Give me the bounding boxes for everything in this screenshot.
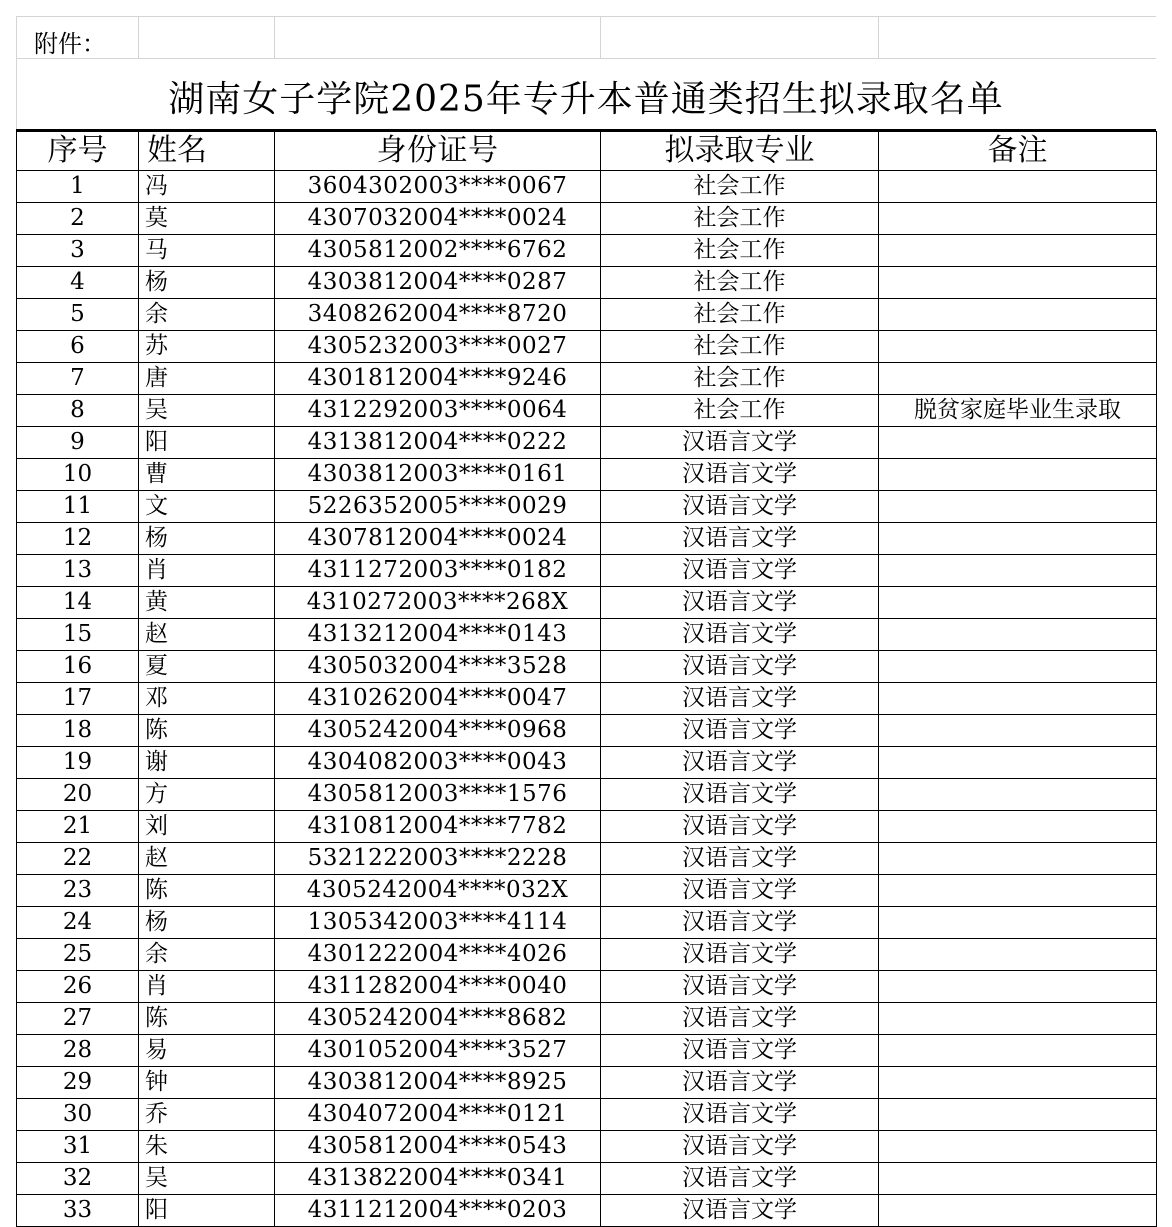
grid-cell	[138, 16, 275, 58]
student-name: 肖	[139, 971, 275, 1003]
table-row	[17, 203, 1157, 235]
row-number: 12	[17, 523, 139, 555]
row-number: 17	[17, 683, 139, 715]
grid-cell	[16, 16, 139, 58]
admitted-major: 汉语言文学	[601, 651, 879, 683]
admitted-major: 汉语言文学	[601, 1035, 879, 1067]
id-number: 4311282004****0040	[275, 971, 601, 1003]
student-name: 陈	[139, 1003, 275, 1035]
spreadsheet	[16, 16, 1156, 1227]
id-number: 4303812003****0161	[275, 459, 601, 491]
row-number: 29	[17, 1067, 139, 1099]
student-name: 乔	[139, 1099, 275, 1131]
admitted-major: 汉语言文学	[601, 811, 879, 843]
student-name: 曹	[139, 459, 275, 491]
table-row	[17, 811, 1157, 843]
name-redaction-mask	[185, 1131, 211, 1162]
admitted-major: 汉语言文学	[601, 1131, 879, 1163]
student-name: 余	[139, 939, 275, 971]
name-redaction-mask	[185, 203, 211, 234]
student-name: 邓	[139, 683, 275, 715]
admitted-major: 汉语言文学	[601, 459, 879, 491]
name-redaction-mask	[185, 715, 211, 746]
student-name: 冯	[139, 171, 275, 203]
id-number: 4301812004****9246	[275, 363, 601, 395]
admitted-major: 社会工作	[601, 235, 879, 267]
remark	[879, 875, 1157, 907]
attachment-label: 附件：	[34, 30, 106, 58]
remark	[879, 523, 1157, 555]
id-number: 4313812004****0222	[275, 427, 601, 459]
id-number: 4304072004****0121	[275, 1099, 601, 1131]
admitted-major: 汉语言文学	[601, 619, 879, 651]
row-number: 28	[17, 1035, 139, 1067]
id-number: 4307032004****0024	[275, 203, 601, 235]
remark	[879, 299, 1157, 331]
name-redaction-mask	[185, 171, 211, 202]
student-name: 文	[139, 491, 275, 523]
row-number: 14	[17, 587, 139, 619]
admitted-major: 汉语言文学	[601, 491, 879, 523]
id-number: 4301052004****3527	[275, 1035, 601, 1067]
remark	[879, 907, 1157, 939]
row-number: 3	[17, 235, 139, 267]
id-number: 4305812003****1576	[275, 779, 601, 811]
student-name: 钟	[139, 1067, 275, 1099]
admitted-major: 汉语言文学	[601, 907, 879, 939]
remark	[879, 811, 1157, 843]
table-row	[17, 523, 1157, 555]
name-redaction-mask	[185, 619, 211, 650]
admitted-major: 汉语言文学	[601, 747, 879, 779]
name-redaction-mask	[185, 1195, 211, 1226]
admitted-major: 汉语言文学	[601, 971, 879, 1003]
row-number: 10	[17, 459, 139, 491]
remark	[879, 651, 1157, 683]
name-redaction-mask	[185, 907, 211, 938]
id-number: 4313212004****0143	[275, 619, 601, 651]
row-number: 6	[17, 331, 139, 363]
student-name: 吴	[139, 395, 275, 427]
row-number: 9	[17, 427, 139, 459]
header-no: 序号	[17, 132, 139, 171]
id-number: 4305232003****0027	[275, 331, 601, 363]
table-row	[17, 1035, 1157, 1067]
row-number: 22	[17, 843, 139, 875]
name-redaction-mask	[185, 459, 211, 490]
table-row	[17, 619, 1157, 651]
grid-cell	[274, 16, 601, 58]
student-name: 陈	[139, 875, 275, 907]
student-name: 莫	[139, 203, 275, 235]
id-number: 4305032004****3528	[275, 651, 601, 683]
row-number: 15	[17, 619, 139, 651]
student-name: 余	[139, 299, 275, 331]
id-number: 4304082003****0043	[275, 747, 601, 779]
student-name: 方	[139, 779, 275, 811]
id-number: 4305242004****0968	[275, 715, 601, 747]
name-redaction-mask	[185, 971, 211, 1002]
name-redaction-mask	[185, 523, 211, 554]
admitted-major: 社会工作	[601, 267, 879, 299]
name-redaction-mask	[185, 1035, 211, 1066]
admitted-major: 汉语言文学	[601, 1099, 879, 1131]
table-body	[17, 171, 1157, 1227]
remark	[879, 715, 1157, 747]
student-name: 易	[139, 1035, 275, 1067]
table-row	[17, 683, 1157, 715]
row-number: 19	[17, 747, 139, 779]
name-redaction-mask	[185, 235, 211, 266]
id-number: 4313822004****0341	[275, 1163, 601, 1195]
table-row	[17, 1067, 1157, 1099]
remark	[879, 427, 1157, 459]
remark	[879, 587, 1157, 619]
remark	[879, 843, 1157, 875]
name-redaction-mask	[185, 1067, 211, 1098]
remark	[879, 1195, 1157, 1227]
table-row	[17, 715, 1157, 747]
row-number: 13	[17, 555, 139, 587]
admitted-major: 汉语言文学	[601, 1003, 879, 1035]
remark	[879, 555, 1157, 587]
id-number: 4310812004****7782	[275, 811, 601, 843]
student-name: 谢	[139, 747, 275, 779]
student-name: 朱	[139, 1131, 275, 1163]
admitted-major: 社会工作	[601, 363, 879, 395]
admission-table	[16, 131, 1157, 1227]
remark	[879, 203, 1157, 235]
row-number: 18	[17, 715, 139, 747]
header-row	[17, 132, 1157, 171]
id-number: 3408262004****8720	[275, 299, 601, 331]
table-row	[17, 1099, 1157, 1131]
name-redaction-mask	[185, 875, 211, 906]
remark	[879, 779, 1157, 811]
name-redaction-mask	[185, 491, 211, 522]
table-row	[17, 555, 1157, 587]
name-redaction-mask	[185, 395, 211, 426]
admitted-major: 汉语言文学	[601, 779, 879, 811]
table-row	[17, 843, 1157, 875]
student-name: 赵	[139, 619, 275, 651]
page-title: 湖南女子学院2025年专升本普通类招生拟录取名单	[168, 79, 1004, 120]
header-id: 身份证号	[275, 132, 601, 171]
admitted-major: 社会工作	[601, 299, 879, 331]
name-redaction-mask	[185, 427, 211, 458]
remark	[879, 939, 1157, 971]
table-row	[17, 363, 1157, 395]
remark	[879, 363, 1157, 395]
name-redaction-mask	[185, 651, 211, 682]
title-row	[16, 59, 1156, 131]
student-name: 刘	[139, 811, 275, 843]
name-redaction-mask	[185, 779, 211, 810]
remark	[879, 171, 1157, 203]
row-number: 4	[17, 267, 139, 299]
name-redaction-mask	[185, 939, 211, 970]
row-number: 31	[17, 1131, 139, 1163]
row-number: 21	[17, 811, 139, 843]
admitted-major: 社会工作	[601, 395, 879, 427]
id-number: 4305242004****8682	[275, 1003, 601, 1035]
table-row	[17, 587, 1157, 619]
remark	[879, 1131, 1157, 1163]
table-row	[17, 395, 1157, 427]
admitted-major: 汉语言文学	[601, 1195, 879, 1227]
row-number: 32	[17, 1163, 139, 1195]
remark	[879, 747, 1157, 779]
student-name: 苏	[139, 331, 275, 363]
table-row	[17, 491, 1157, 523]
table-row	[17, 331, 1157, 363]
admitted-major: 汉语言文学	[601, 875, 879, 907]
row-number: 23	[17, 875, 139, 907]
table-row	[17, 235, 1157, 267]
remark	[879, 971, 1157, 1003]
remark	[879, 331, 1157, 363]
id-number: 4310272003****268X	[275, 587, 601, 619]
table-row	[17, 1195, 1157, 1227]
table-row	[17, 907, 1157, 939]
table-row	[17, 939, 1157, 971]
id-number: 4310262004****0047	[275, 683, 601, 715]
admitted-major: 社会工作	[601, 331, 879, 363]
admitted-major: 汉语言文学	[601, 715, 879, 747]
table-row	[17, 171, 1157, 203]
grid-cell	[600, 16, 879, 58]
id-number: 4301222004****4026	[275, 939, 601, 971]
row-number: 26	[17, 971, 139, 1003]
student-name: 杨	[139, 267, 275, 299]
row-number: 7	[17, 363, 139, 395]
id-number: 4305812004****0543	[275, 1131, 601, 1163]
id-number: 4303812004****8925	[275, 1067, 601, 1099]
student-name: 吴	[139, 1163, 275, 1195]
student-name: 马	[139, 235, 275, 267]
row-number: 24	[17, 907, 139, 939]
id-number: 4303812004****0287	[275, 267, 601, 299]
header-major: 拟录取专业	[601, 132, 879, 171]
name-redaction-mask	[185, 363, 211, 394]
student-name: 唐	[139, 363, 275, 395]
admitted-major: 社会工作	[601, 203, 879, 235]
table-row	[17, 1163, 1157, 1195]
table-row	[17, 971, 1157, 1003]
id-number: 4305242004****032X	[275, 875, 601, 907]
table-row	[17, 875, 1157, 907]
name-redaction-mask	[185, 331, 211, 362]
row-number: 2	[17, 203, 139, 235]
student-name: 黄	[139, 587, 275, 619]
name-redaction-mask	[185, 1003, 211, 1034]
name-redaction-mask	[185, 683, 211, 714]
admitted-major: 汉语言文学	[601, 939, 879, 971]
row-number: 5	[17, 299, 139, 331]
id-number: 4311272003****0182	[275, 555, 601, 587]
row-number: 25	[17, 939, 139, 971]
id-number: 4307812004****0024	[275, 523, 601, 555]
student-name: 肖	[139, 555, 275, 587]
admitted-major: 汉语言文学	[601, 587, 879, 619]
row-number: 11	[17, 491, 139, 523]
student-name: 杨	[139, 523, 275, 555]
remark: 脱贫家庭毕业生录取	[879, 395, 1157, 427]
remark	[879, 1035, 1157, 1067]
table-row	[17, 747, 1157, 779]
name-redaction-mask	[185, 555, 211, 586]
name-redaction-mask	[185, 267, 211, 298]
remark	[879, 619, 1157, 651]
admitted-major: 社会工作	[601, 171, 879, 203]
student-name: 阳	[139, 1195, 275, 1227]
remark	[879, 235, 1157, 267]
table-row	[17, 299, 1157, 331]
remark	[879, 1067, 1157, 1099]
name-redaction-mask	[185, 843, 211, 874]
student-name: 赵	[139, 843, 275, 875]
id-number: 4305812002****6762	[275, 235, 601, 267]
row-number: 20	[17, 779, 139, 811]
table-row	[17, 779, 1157, 811]
table-row	[17, 1003, 1157, 1035]
remark	[879, 1099, 1157, 1131]
admitted-major: 汉语言文学	[601, 523, 879, 555]
admitted-major: 汉语言文学	[601, 843, 879, 875]
row-number: 1	[17, 171, 139, 203]
row-number: 30	[17, 1099, 139, 1131]
table-row	[17, 267, 1157, 299]
admitted-major: 汉语言文学	[601, 427, 879, 459]
id-number: 4312292003****0064	[275, 395, 601, 427]
admitted-major: 汉语言文学	[601, 683, 879, 715]
id-number: 5226352005****0029	[275, 491, 601, 523]
name-redaction-mask	[185, 811, 211, 842]
row-number: 27	[17, 1003, 139, 1035]
table-row	[17, 651, 1157, 683]
name-redaction-mask	[185, 1163, 211, 1194]
table-row	[17, 427, 1157, 459]
remark	[879, 1163, 1157, 1195]
admitted-major: 汉语言文学	[601, 555, 879, 587]
table-row	[17, 459, 1157, 491]
row-number: 8	[17, 395, 139, 427]
id-number: 1305342003****4114	[275, 907, 601, 939]
id-number: 5321222003****2228	[275, 843, 601, 875]
name-redaction-mask	[185, 1099, 211, 1130]
remark	[879, 683, 1157, 715]
name-redaction-mask	[185, 587, 211, 618]
id-number: 3604302003****0067	[275, 171, 601, 203]
attachment-row	[16, 16, 1156, 59]
remark	[879, 459, 1157, 491]
student-name: 夏	[139, 651, 275, 683]
row-number: 33	[17, 1195, 139, 1227]
admitted-major: 汉语言文学	[601, 1163, 879, 1195]
id-number: 4311212004****0203	[275, 1195, 601, 1227]
row-number: 16	[17, 651, 139, 683]
name-redaction-mask	[185, 747, 211, 778]
header-name: 姓名	[139, 132, 275, 171]
remark	[879, 267, 1157, 299]
header-note: 备注	[879, 132, 1157, 171]
remark	[879, 1003, 1157, 1035]
admitted-major: 汉语言文学	[601, 1067, 879, 1099]
name-redaction-mask	[185, 299, 211, 330]
remark	[879, 491, 1157, 523]
table-row	[17, 1131, 1157, 1163]
student-name: 陈	[139, 715, 275, 747]
student-name: 杨	[139, 907, 275, 939]
student-name: 阳	[139, 427, 275, 459]
